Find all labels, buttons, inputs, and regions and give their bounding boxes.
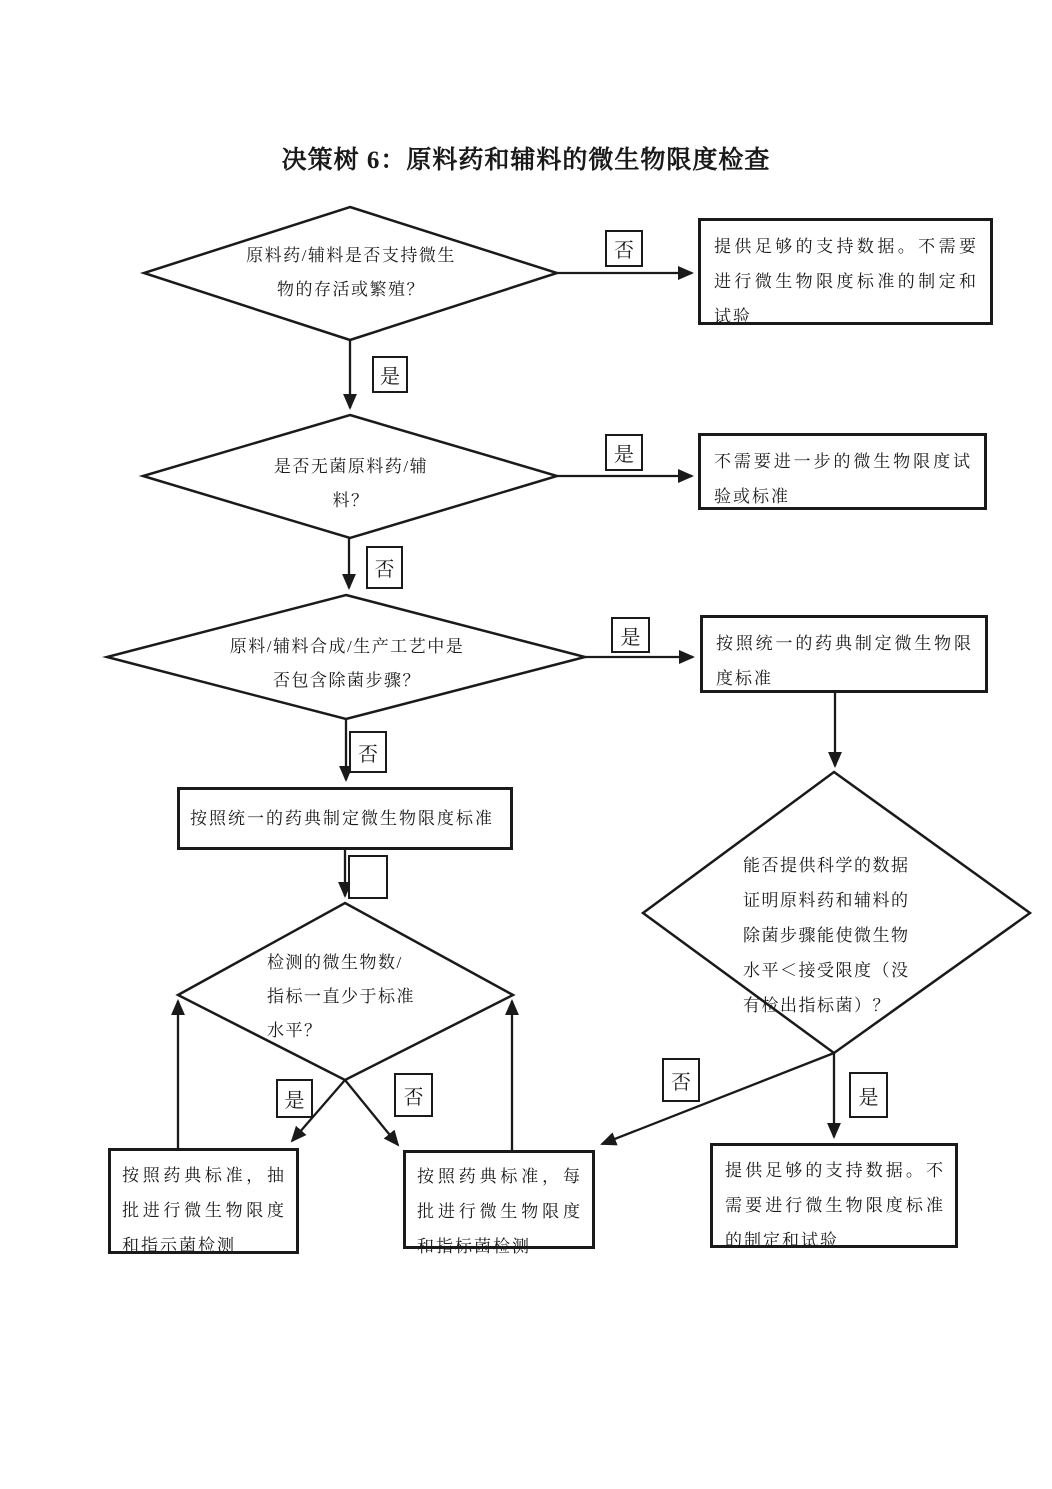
box-pharmacopoeia-standard-left <box>177 787 513 850</box>
page-title: 决策树 6：原料药和辅料的微生物限度检查 <box>281 147 771 174</box>
box-skip-lot-testing <box>108 1148 299 1254</box>
box-every-lot-testing <box>403 1150 595 1256</box>
label-d3-yes: 是 <box>611 617 650 653</box>
label-d5-no: 否 <box>662 1058 700 1102</box>
decision-text-is-sterile: 是否无菌原料药/辅料？ <box>273 457 429 510</box>
box-sufficient-data-top <box>698 218 993 325</box>
decision-text-scientific-data: 能否提供科学的数据证明原料药和辅料的除菌步骤能使微生物水平＜接受限度（没有检出指标菌）？ <box>743 856 910 1015</box>
label-d4-no: 否 <box>394 1073 433 1117</box>
label-empty-box <box>348 855 388 899</box>
decision-text-sterilization-step: 原料/辅料合成/生产工艺中是否包含除菌步骤？ <box>229 637 465 690</box>
box-no-further-testing-text: 不需要进一步的微生物限度试验或标准 <box>714 452 972 506</box>
label-d1-yes: 是 <box>372 356 408 393</box>
label-d2-yes: 是 <box>605 434 643 471</box>
box-sufficient-data-bottom-text: 提供足够的支持数据。不需要进行微生物限度标准的制定和试验 <box>725 1161 945 1250</box>
decision-text-supports-growth: 原料药/辅料是否支持微生物的存活或繁殖？ <box>246 246 456 299</box>
connector-d4-no <box>345 1080 398 1145</box>
box-sufficient-data-bottom <box>710 1143 958 1248</box>
box-pharmacopoeia-standard-left-text: 按照统一的药典制定微生物限度标准 <box>190 809 494 828</box>
box-pharmacopoeia-standard-right <box>700 615 988 693</box>
label-d4-yes: 是 <box>276 1079 313 1118</box>
label-d1-no: 否 <box>605 230 643 267</box>
box-every-lot-testing-text: 按照药典标准，每批进行微生物限度和指标菌检测 <box>417 1167 582 1256</box>
box-pharmacopoeia-standard-right-text: 按照统一的药典制定微生物限度标准 <box>716 634 973 688</box>
decision-text-counts-below-standard: 检测的微生物数/指标一直少于标准水平？ <box>267 953 415 1040</box>
label-d2-no: 否 <box>366 546 403 589</box>
box-sufficient-data-top-text: 提供足够的支持数据。不需要进行微生物限度标准的制定和试验 <box>714 237 978 326</box>
box-no-further-testing <box>698 433 987 510</box>
box-skip-lot-testing-text: 按照药典标准，抽批进行微生物限度和指示菌检测 <box>122 1166 286 1255</box>
label-d5-yes: 是 <box>849 1072 888 1118</box>
label-d3-no: 否 <box>349 731 387 773</box>
connector-d5-no <box>602 1053 834 1144</box>
